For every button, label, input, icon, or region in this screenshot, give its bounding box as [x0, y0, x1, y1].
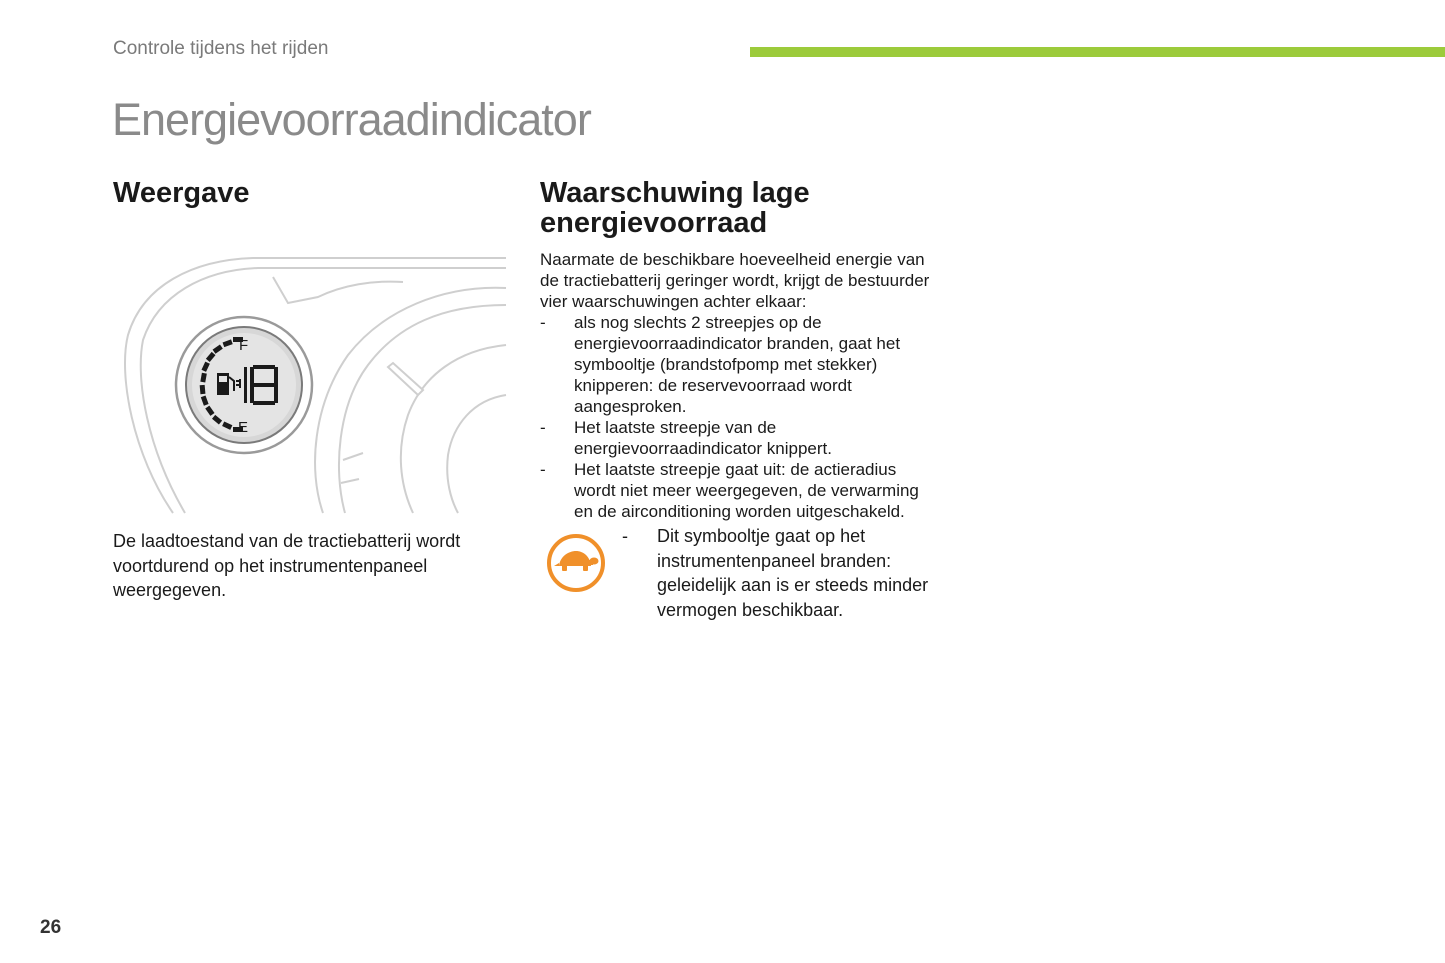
list-bullet: -	[540, 313, 546, 332]
list-item	[540, 417, 940, 459]
weergave-text: De laadtoestand van de tractiebatterij wordt voortdurend op het instrumentenpaneel weergegeven.	[113, 531, 461, 600]
gauge-full-label: F	[239, 337, 249, 354]
weergave-heading: Weergave	[113, 177, 250, 209]
list-item	[540, 459, 940, 522]
list-bullet: -	[540, 418, 546, 437]
turtle-icon	[545, 532, 607, 594]
turtle-note-text: Dit symbooltje gaat op het instrumentenpaneel branden: geleidelijk aan is er steeds minder vermogen beschikbaar.	[657, 526, 929, 620]
list-item-text: Het laatste streepje gaat uit: de actieradius wordt niet meer weergegeven, de verwarming en de airconditioning worden uitgeschakeld.	[574, 460, 919, 521]
list-item	[540, 312, 940, 417]
dashboard-illustration	[113, 255, 508, 517]
warning-heading: Waarschuwing lage energievoorraad	[540, 177, 810, 239]
gauge-empty-label: E	[238, 419, 249, 436]
list-item-text: als nog slechts 2 streepjes op de energievoorraadindicator branden, gaat het symbooltje (brandstofpomp met stekker) knipperen: de reservevoorraad wordt aangesproken.	[574, 313, 901, 416]
list-bullet: -	[622, 526, 628, 546]
section-header: Controle tijdens het rijden	[113, 38, 329, 59]
page-number: 26	[40, 917, 62, 938]
page-title: Energievoorraadindicator	[112, 94, 591, 145]
list-item-text: Het laatste streepje van de energievoorraadindicator knippert.	[574, 418, 832, 458]
list-bullet: -	[540, 460, 546, 479]
warning-intro: Naarmate de beschikbare hoeveelheid energie van de tractiebatterij geringer wordt, krijgt de bestuurder vier waarschuwingen achter elkaar:	[540, 250, 930, 311]
accent-bar	[750, 47, 1445, 57]
turtle-note	[622, 524, 957, 622]
instrument-panel-drawing	[113, 255, 508, 517]
warning-list	[540, 312, 940, 522]
